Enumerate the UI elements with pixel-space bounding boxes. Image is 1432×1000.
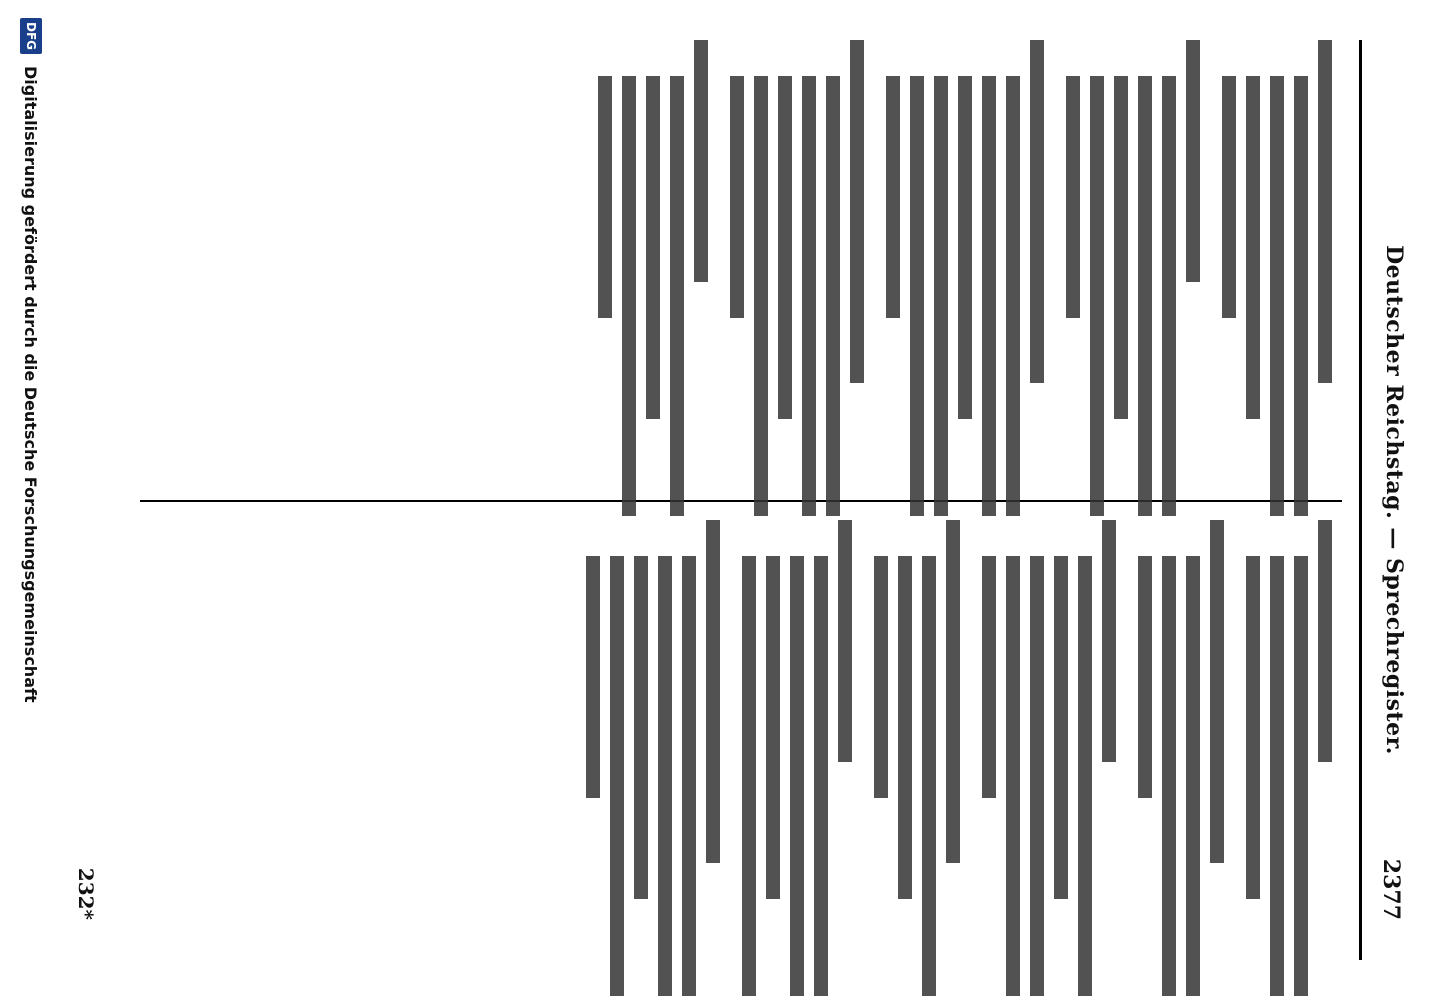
- register-columns: [120, 40, 1342, 960]
- entry-line: [1054, 556, 1068, 899]
- entry-line: [622, 76, 636, 516]
- page-number: 2377: [1378, 858, 1404, 920]
- entry-line: [922, 556, 936, 996]
- entry-line: [790, 556, 804, 996]
- entry-line: [898, 556, 912, 899]
- entry-line: [1222, 76, 1236, 318]
- entry-line: [1270, 76, 1284, 516]
- entry-heading-line: [838, 520, 852, 762]
- dfg-logo-icon: DFG: [20, 18, 42, 54]
- entry-line: [646, 76, 660, 419]
- page-header: [1374, 40, 1414, 960]
- credit-text: Digitalisierung gefördert durch die Deutsche Forschungsgemeinschaft: [21, 66, 41, 703]
- page-signature-mark: 232*: [74, 867, 98, 920]
- entry-line: [598, 76, 612, 318]
- entry-heading-line: [1318, 40, 1332, 383]
- entry-heading-line: [706, 520, 720, 863]
- entry-line: [958, 76, 972, 419]
- header-rule: [1359, 40, 1362, 960]
- entry-line: [586, 556, 600, 798]
- entry-heading-line: [1030, 40, 1044, 383]
- entry-line: [1246, 76, 1260, 419]
- entry-line: [802, 76, 816, 516]
- entry-line: [814, 556, 828, 996]
- right-column: [120, 520, 1342, 960]
- entry-line: [1162, 76, 1176, 516]
- entry-line: [754, 76, 768, 516]
- entry-line: [1114, 76, 1128, 419]
- entry-heading-line: [946, 520, 960, 863]
- entry-line: [682, 556, 696, 996]
- entry-heading-line: [1102, 520, 1116, 762]
- entry-line: [1162, 556, 1176, 996]
- entry-heading-line: [694, 40, 708, 282]
- entry-line: [1006, 556, 1020, 996]
- entry-heading-line: [1186, 40, 1200, 282]
- page-title: Deutscher Reichstag. — Sprechregister.: [1381, 245, 1407, 755]
- entry-line: [1138, 76, 1152, 516]
- entry-line: [1006, 76, 1020, 516]
- entry-line: [874, 556, 888, 798]
- entry-line: [1186, 556, 1200, 996]
- entry-line: [934, 76, 948, 516]
- entry-line: [1246, 556, 1260, 899]
- entry-line: [766, 556, 780, 899]
- entry-line: [982, 556, 996, 798]
- entry-line: [886, 76, 900, 318]
- entry-line: [730, 76, 744, 318]
- left-column: [120, 40, 1342, 480]
- entry-heading-line: [1318, 520, 1332, 762]
- entry-line: [826, 76, 840, 516]
- entry-line: [1294, 76, 1308, 516]
- entry-line: [1030, 556, 1044, 996]
- entry-line: [742, 556, 756, 996]
- entry-heading-line: [1210, 520, 1224, 863]
- entry-line: [982, 76, 996, 516]
- entry-line: [1090, 76, 1104, 516]
- entry-line: [610, 556, 624, 996]
- entry-line: [1078, 556, 1092, 996]
- entry-line: [1066, 76, 1080, 318]
- entry-line: [1138, 556, 1152, 798]
- entry-line: [778, 76, 792, 419]
- entry-heading-line: [850, 40, 864, 383]
- entry-line: [1270, 556, 1284, 996]
- entry-line: [1294, 556, 1308, 996]
- entry-line: [670, 76, 684, 516]
- entry-line: [634, 556, 648, 899]
- entry-line: [658, 556, 672, 996]
- entry-line: [910, 76, 924, 516]
- digitization-credit: [20, 18, 42, 982]
